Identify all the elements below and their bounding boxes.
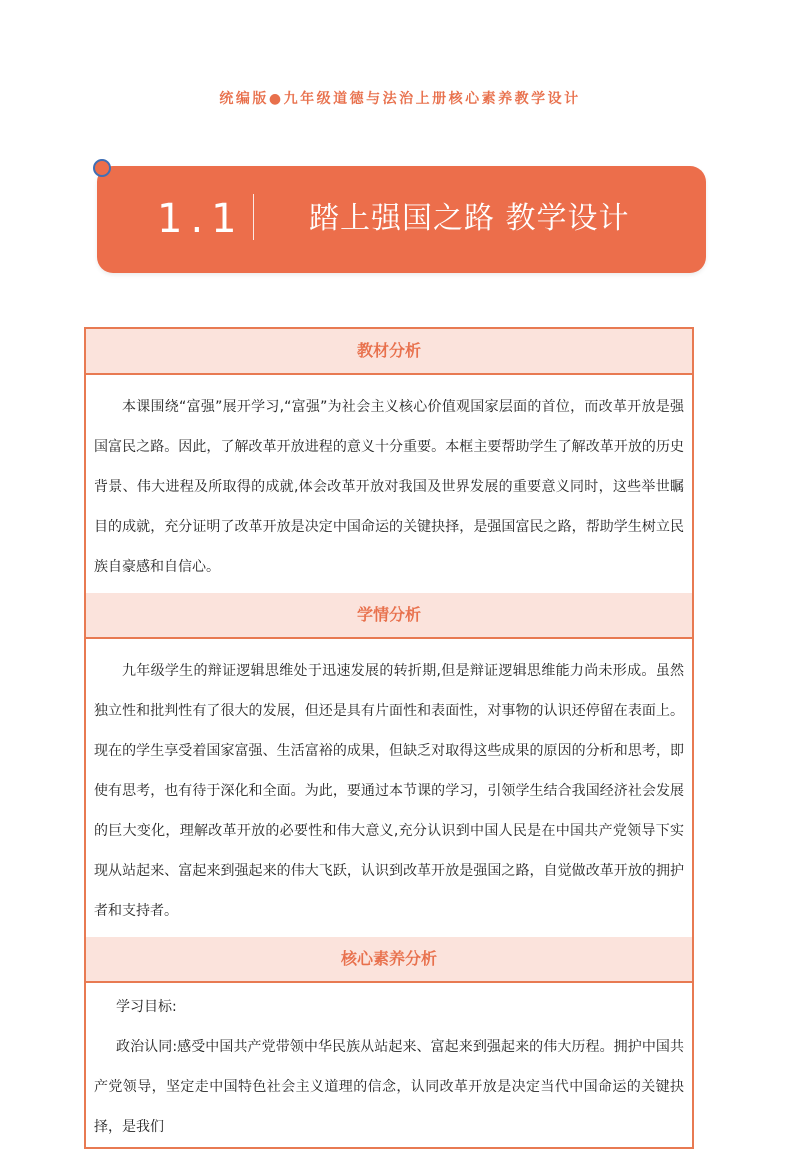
section-body [86, 639, 692, 937]
textbook-analysis-section [86, 329, 692, 593]
paragraph: 学习目标: [116, 999, 177, 1015]
student-analysis-section [86, 593, 692, 937]
lesson-number: 1.1 [157, 196, 245, 242]
section-heading: 学情分析 [86, 593, 692, 639]
core-literacy-section [86, 937, 692, 1147]
lesson-title: 踏上强国之路 教学设计 [309, 201, 630, 236]
section-body [86, 983, 692, 1147]
banner-divider [253, 194, 254, 240]
section-heading: 教材分析 [86, 329, 692, 375]
section-heading: 核心素养分析 [86, 937, 692, 983]
lesson-analysis-table [84, 327, 694, 1149]
section-body [86, 375, 692, 593]
decorative-dot-icon [93, 159, 111, 177]
paragraph: 本课围绕“富强”展开学习,“富强”为社会主义核心价值观国家层面的首位，而改革开放是强国富民之路。因此，了解改革开放进程的意义十分重要。本框主要帮助学生了解改革开放的历史背景、伟大进程及所取得的成就,体会改革开放对我国及世界发展的重要意义同时，这些举世瞩目的成就，充分证明了改革开放是决定中国命运的关键抉择，是强国富民之路，帮助学生树立民族自豪感和自信心。 [94, 399, 684, 575]
document-header: 统编版●九年级道德与法治上册核心素养教学设计 [219, 91, 581, 107]
paragraph: 九年级学生的辩证逻辑思维处于迅速发展的转折期,但是辩证逻辑思维能力尚未形成。虽然独立性和批判性有了很大的发展，但还是具有片面性和表面性，对事物的认识还停留在表面上。现在的学生享受着国家富强、生活富裕的成果，但缺乏对取得这些成果的原因的分析和思考，即使有思考，也有待于深化和全面。为此，要通过本节课的学习，引领学生结合我国经济社会发展的巨大变化，理解改革开放的必要性和伟大意义,充分认识到中国人民是在中国共产党领导下实现从站起来、富起来到强起来的伟大飞跃，认识到改革开放是强国之路，自觉做改革开放的拥护者和支持者。 [94, 663, 684, 919]
lesson-title-banner [97, 166, 706, 273]
paragraph: 政治认同:感受中国共产党带领中华民族从站起来、富起来到强起来的伟大历程。拥护中国共产党领导，坚定走中国特色社会主义道理的信念，认同改革开放是决定当代中国命运的关键抉择，是我们 [94, 1039, 684, 1135]
